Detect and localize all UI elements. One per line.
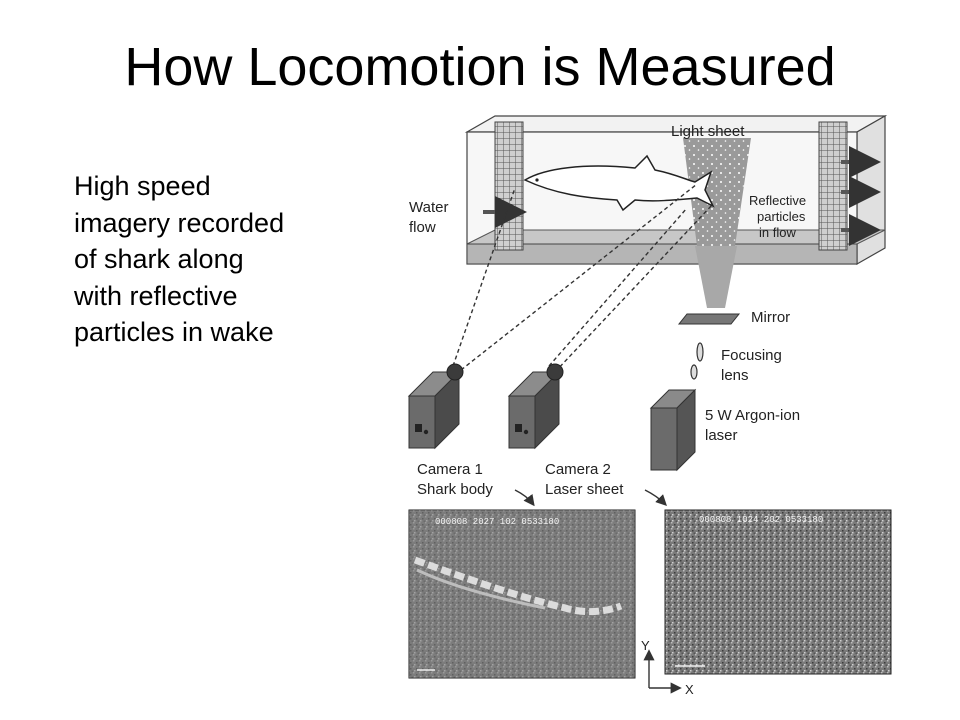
light-sheet-label: Light sheet xyxy=(671,123,745,140)
laser-icon xyxy=(651,390,695,470)
water-flow-label: flow xyxy=(409,219,436,236)
focusing-lens-label: lens xyxy=(721,367,749,384)
camera-2-label: Laser sheet xyxy=(545,481,624,498)
axis-x-label: X xyxy=(685,682,694,697)
body-line: particles in wake xyxy=(74,317,274,347)
body-line: High speed xyxy=(74,171,211,201)
camera-1-icon xyxy=(409,364,463,448)
body-line: with reflective xyxy=(74,280,238,311)
camera-1-label: Camera 1 xyxy=(417,461,483,478)
flow-visualization-figure xyxy=(395,108,915,700)
focusing-lens-label: Focusing xyxy=(721,347,782,364)
frame-1-timestamp: 000808 2027 102 0533180 xyxy=(435,517,560,527)
laser-label: laser xyxy=(705,427,738,444)
camera-1-frame xyxy=(409,510,635,678)
reflective-particles-label: particles xyxy=(757,209,806,224)
camera-1-label: Shark body xyxy=(417,481,493,498)
frame-2-timestamp: 000808 1024 202 0533180 xyxy=(699,515,824,525)
reflective-particles-label: Reflective xyxy=(749,193,807,208)
figure-svg xyxy=(395,108,915,700)
body-line: imagery recorded xyxy=(74,207,285,238)
upstream-grid xyxy=(495,122,523,250)
axis-y-label: Y xyxy=(641,638,650,653)
mirror-icon xyxy=(679,314,739,324)
mirror-label: Mirror xyxy=(751,309,791,326)
camera-2-label: Camera 2 xyxy=(545,461,611,478)
laser-label: 5 W Argon-ion xyxy=(705,407,801,424)
reflective-particles-label: in flow xyxy=(759,225,796,240)
camera-2-frame xyxy=(665,510,891,674)
water-flow-label: Water xyxy=(409,199,449,216)
camera-2-icon xyxy=(509,364,563,448)
body-text xyxy=(74,168,374,351)
body-line: of shark along xyxy=(74,244,244,274)
slide-title: How Locomotion is Measured xyxy=(124,37,836,97)
focusing-lens-icon xyxy=(691,343,703,379)
